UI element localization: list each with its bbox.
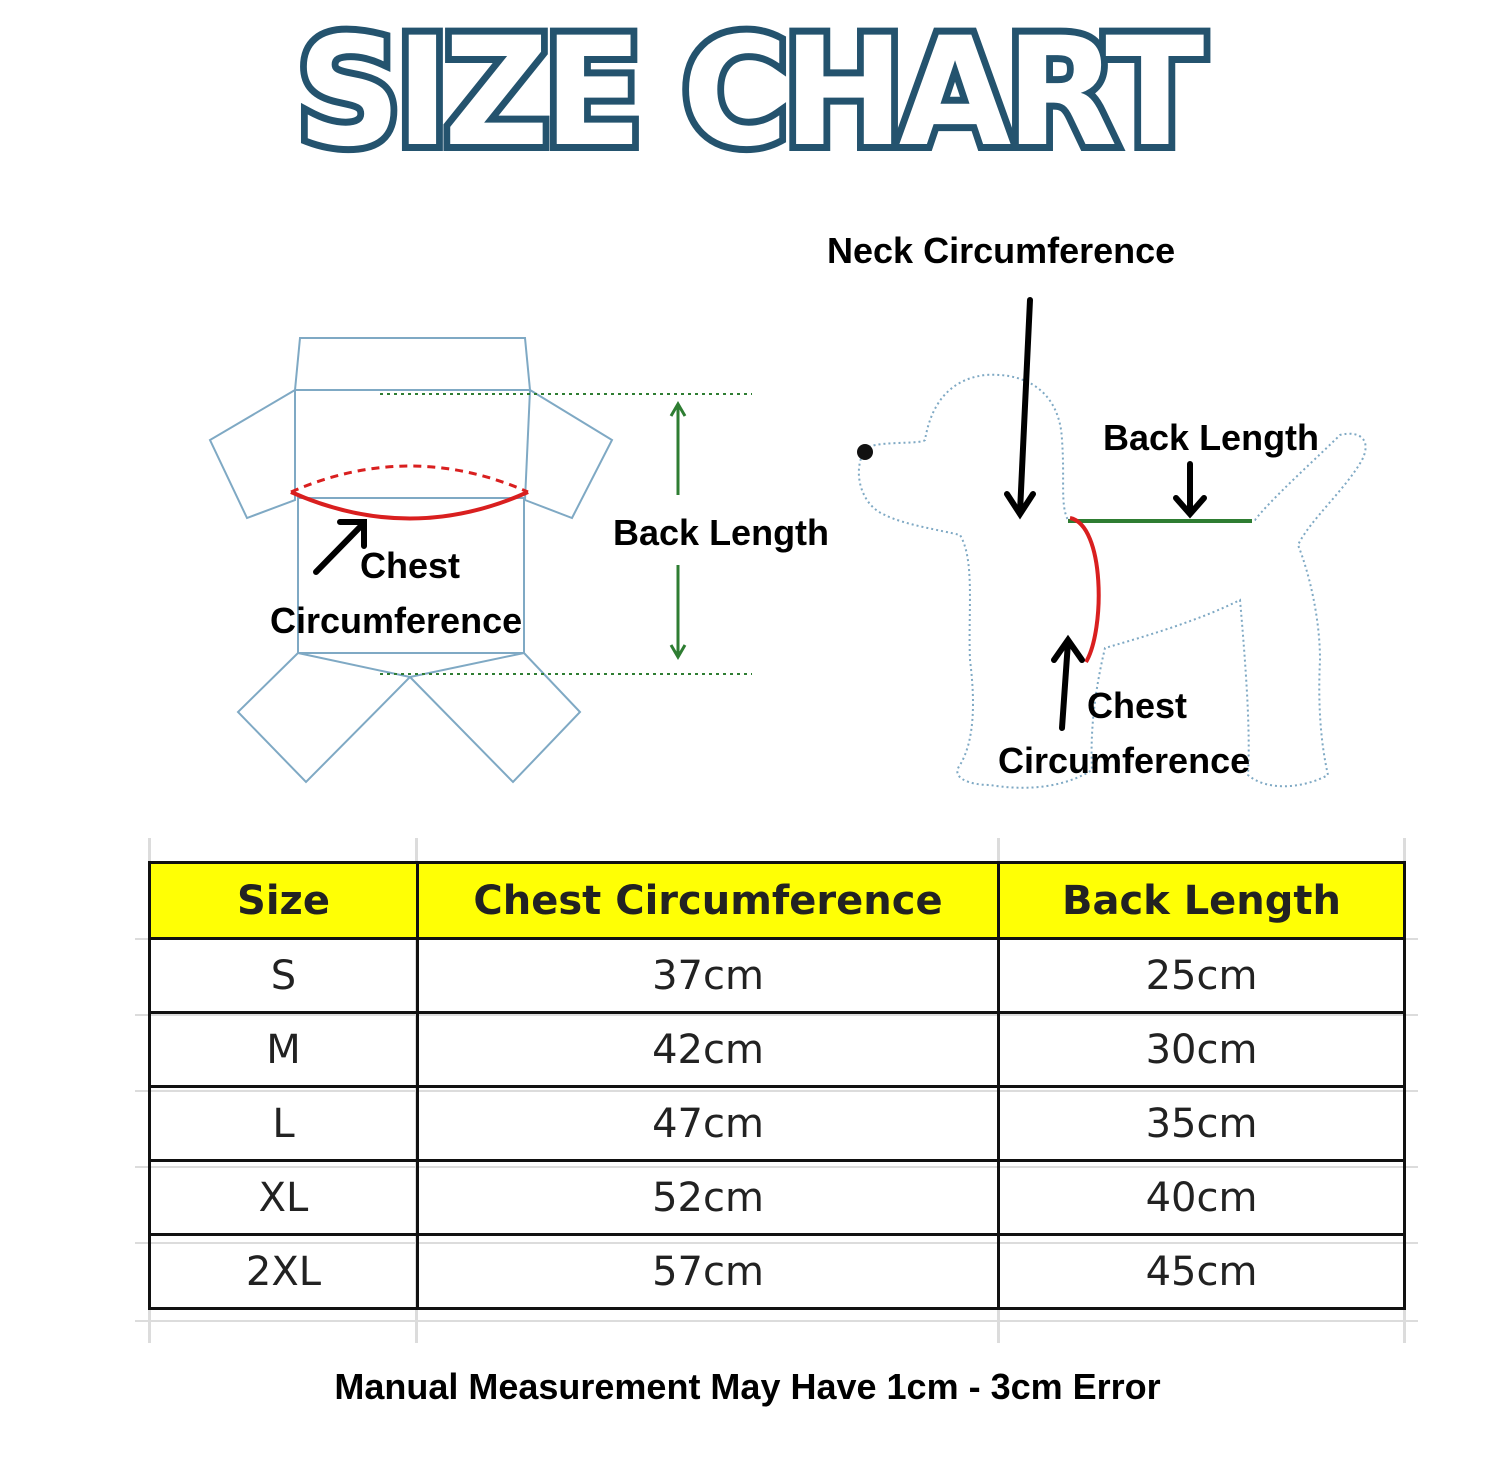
- arrow-icon-chest-left: [316, 522, 364, 572]
- header-size: Size: [150, 863, 418, 939]
- arrow-icon-back-right: [1176, 464, 1204, 514]
- arrow-icon-chest-right: [1054, 640, 1082, 728]
- table-header-row: [150, 863, 1405, 939]
- cell-size: M: [150, 1013, 418, 1087]
- cell-size: L: [150, 1087, 418, 1161]
- size-table: [148, 861, 1406, 1310]
- cell-size: XL: [150, 1161, 418, 1235]
- table-row: [150, 939, 1405, 1013]
- chest-label-left-line2: Circumference: [270, 600, 523, 641]
- measurement-note: Manual Measurement May Have 1cm - 3cm Error: [334, 1366, 1161, 1407]
- table-row: [150, 1087, 1405, 1161]
- chest-label-left-line1: Chest: [360, 545, 461, 586]
- page-title: SIZE CHART: [296, 6, 1199, 180]
- cell-back-length: 25cm: [999, 939, 1405, 1013]
- cell-chest: 42cm: [418, 1013, 999, 1087]
- table-row: [150, 1235, 1405, 1309]
- cell-size: 2XL: [150, 1235, 418, 1309]
- cell-size: S: [150, 939, 418, 1013]
- chest-label-right-line1: Chest: [1087, 685, 1188, 726]
- cell-back-length: 35cm: [999, 1087, 1405, 1161]
- header-back-length: Back Length: [999, 863, 1405, 939]
- chest-label-right-line2: Circumference: [998, 740, 1251, 781]
- dog-chest-line: [1070, 518, 1099, 662]
- cell-chest: 52cm: [418, 1161, 999, 1235]
- cell-back-length: 30cm: [999, 1013, 1405, 1087]
- grid-line: [135, 1320, 1418, 1322]
- cell-back-length: 40cm: [999, 1161, 1405, 1235]
- back-length-label-left: Back Length: [613, 512, 830, 553]
- cell-chest: 57cm: [418, 1235, 999, 1309]
- back-length-label-right: Back Length: [1103, 417, 1320, 458]
- dog-nose-icon: [857, 444, 873, 460]
- size-table-wrapper: [148, 861, 1406, 1310]
- cell-back-length: 45cm: [999, 1235, 1405, 1309]
- cell-chest: 37cm: [418, 939, 999, 1013]
- neck-label: Neck Circumference: [827, 230, 1176, 271]
- table-row: [150, 1013, 1405, 1087]
- garment-chest-line: [291, 466, 528, 519]
- arrow-icon-neck: [1007, 300, 1033, 514]
- header-chest: Chest Circumference: [418, 863, 999, 939]
- table-row: [150, 1161, 1405, 1235]
- cell-chest: 47cm: [418, 1087, 999, 1161]
